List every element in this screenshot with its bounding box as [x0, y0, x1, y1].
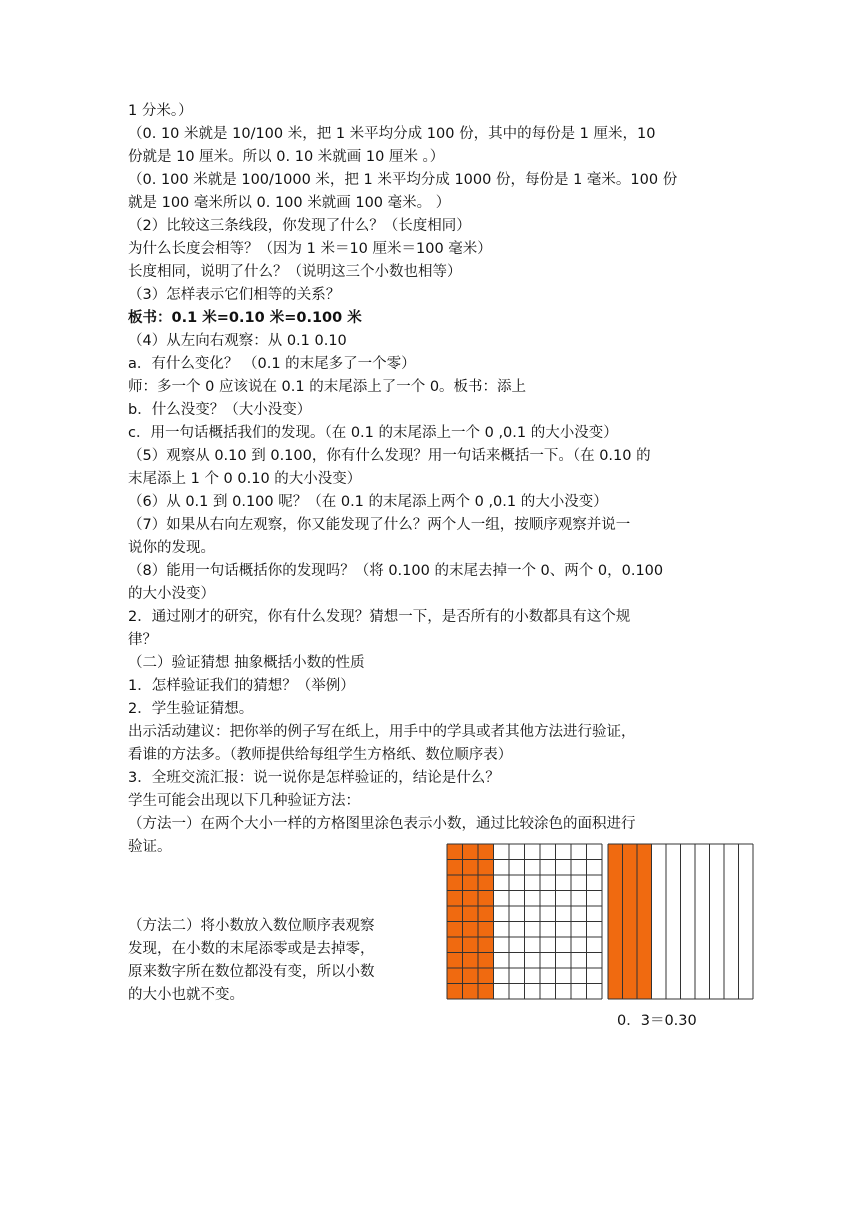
- text-line: 1．怎样验证我们的猜想？（举例）: [128, 678, 355, 694]
- decimal-grid-figure: [446, 843, 756, 1007]
- text-line: （6）从 0.1 到 0.100 呢？（在 0.1 的末尾添上两个 0 ,0.1 的大小没变）: [128, 494, 608, 510]
- text-line: 说你的发现。: [128, 540, 215, 556]
- text-line: 3．全班交流汇报：说一说你是怎样验证的，结论是什么？: [128, 770, 500, 786]
- grid-diagram: [446, 843, 756, 1003]
- text-line: 发现，在小数的末尾添零或是去掉零，: [128, 941, 375, 957]
- text-line: （8）能用一句话概括你的发现吗？（将 0.100 的末尾去掉一个 0、两个 0，0.100: [128, 563, 664, 579]
- text-line: 长度相同，说明了什么？（说明这三个小数也相等）: [128, 264, 462, 280]
- text-line: a．有什么变化？ （0.1 的末尾多了一个零）: [128, 356, 416, 372]
- text-line: 律？: [128, 632, 157, 648]
- text-line: 师：多一个 0 应该说在 0.1 的末尾添上了一个 0。板书：添上: [128, 379, 527, 395]
- text-line: （7）如果从右向左观察，你又能发现了什么？两个人一组，按顺序观察并说一: [128, 517, 631, 533]
- text-line: （5）观察从 0.10 到 0.100，你有什么发现？用一句话来概括一下。（在 0.10 的: [128, 448, 651, 464]
- text-line: 末尾添上 1 个 0 0.10 的大小没变）: [128, 471, 362, 487]
- text-line: （2）比较这三条线段，你发现了什么？（长度相同）: [128, 218, 471, 234]
- text-line: 的大小没变）: [128, 586, 215, 602]
- text-line: b．什么没变？（大小没变）: [128, 402, 312, 418]
- text-line: （0. 100 米就是 100/1000 米，把 1 米平均分成 1000 份，每份是 1 毫米。100 份: [128, 172, 678, 188]
- text-line: 验证。: [128, 839, 172, 855]
- text-line: 1 分米。）: [128, 103, 193, 119]
- board-writing-line: 板书：0.1 米=0.10 米=0.100 米: [128, 310, 362, 326]
- text-line: 学生可能会出现以下几种验证方法：: [128, 793, 360, 809]
- text-line: 为什么长度会相等？（因为 1 米＝10 厘米＝100 毫米）: [128, 241, 492, 257]
- text-line: 2．学生验证猜想。: [128, 701, 254, 717]
- text-line: （4）从左向右观察：从 0.1 0.10: [128, 333, 347, 349]
- right-grid-shaded-area: [608, 844, 652, 999]
- text-line: 出示活动建议：把你举的例子写在纸上，用手中的学具或者其他方法进行验证，: [128, 724, 636, 740]
- text-line: （3）怎样表示它们相等的关系？: [128, 287, 341, 303]
- text-line: （0. 10 米就是 10/100 米，把 1 米平均分成 100 份，其中的每份是 1 厘米，10: [128, 126, 656, 142]
- figure-caption: 0．3＝0.30: [617, 1013, 697, 1029]
- text-line: 看谁的方法多。（教师提供给每组学生方格纸、数位顺序表）: [128, 747, 513, 763]
- document-body: [128, 100, 732, 859]
- text-line: 原来数字所在数位都没有变，所以小数: [128, 964, 375, 980]
- text-line: （方法二）将小数放入数位顺序表观察: [128, 918, 375, 934]
- text-line: 份就是 10 厘米。所以 0. 10 米就画 10 厘米 。）: [128, 149, 445, 165]
- section-heading: （二）验证猜想 抽象概括小数的性质: [128, 655, 365, 671]
- text-line: 就是 100 毫米所以 0. 100 米就画 100 毫米。 ）: [128, 195, 451, 211]
- method-two-paragraph: [128, 915, 448, 1007]
- text-line: （方法一）在两个大小一样的方格图里涂色表示小数，通过比较涂色的面积进行: [128, 816, 636, 832]
- text-line: 的大小也就不变。: [128, 987, 244, 1003]
- text-line: c．用一句话概括我们的发现。（在 0.1 的末尾添上一个 0 ,0.1 的大小没变）: [128, 425, 618, 441]
- text-line: 2．通过刚才的研究，你有什么发现？猜想一下，是否所有的小数都具有这个规: [128, 609, 631, 625]
